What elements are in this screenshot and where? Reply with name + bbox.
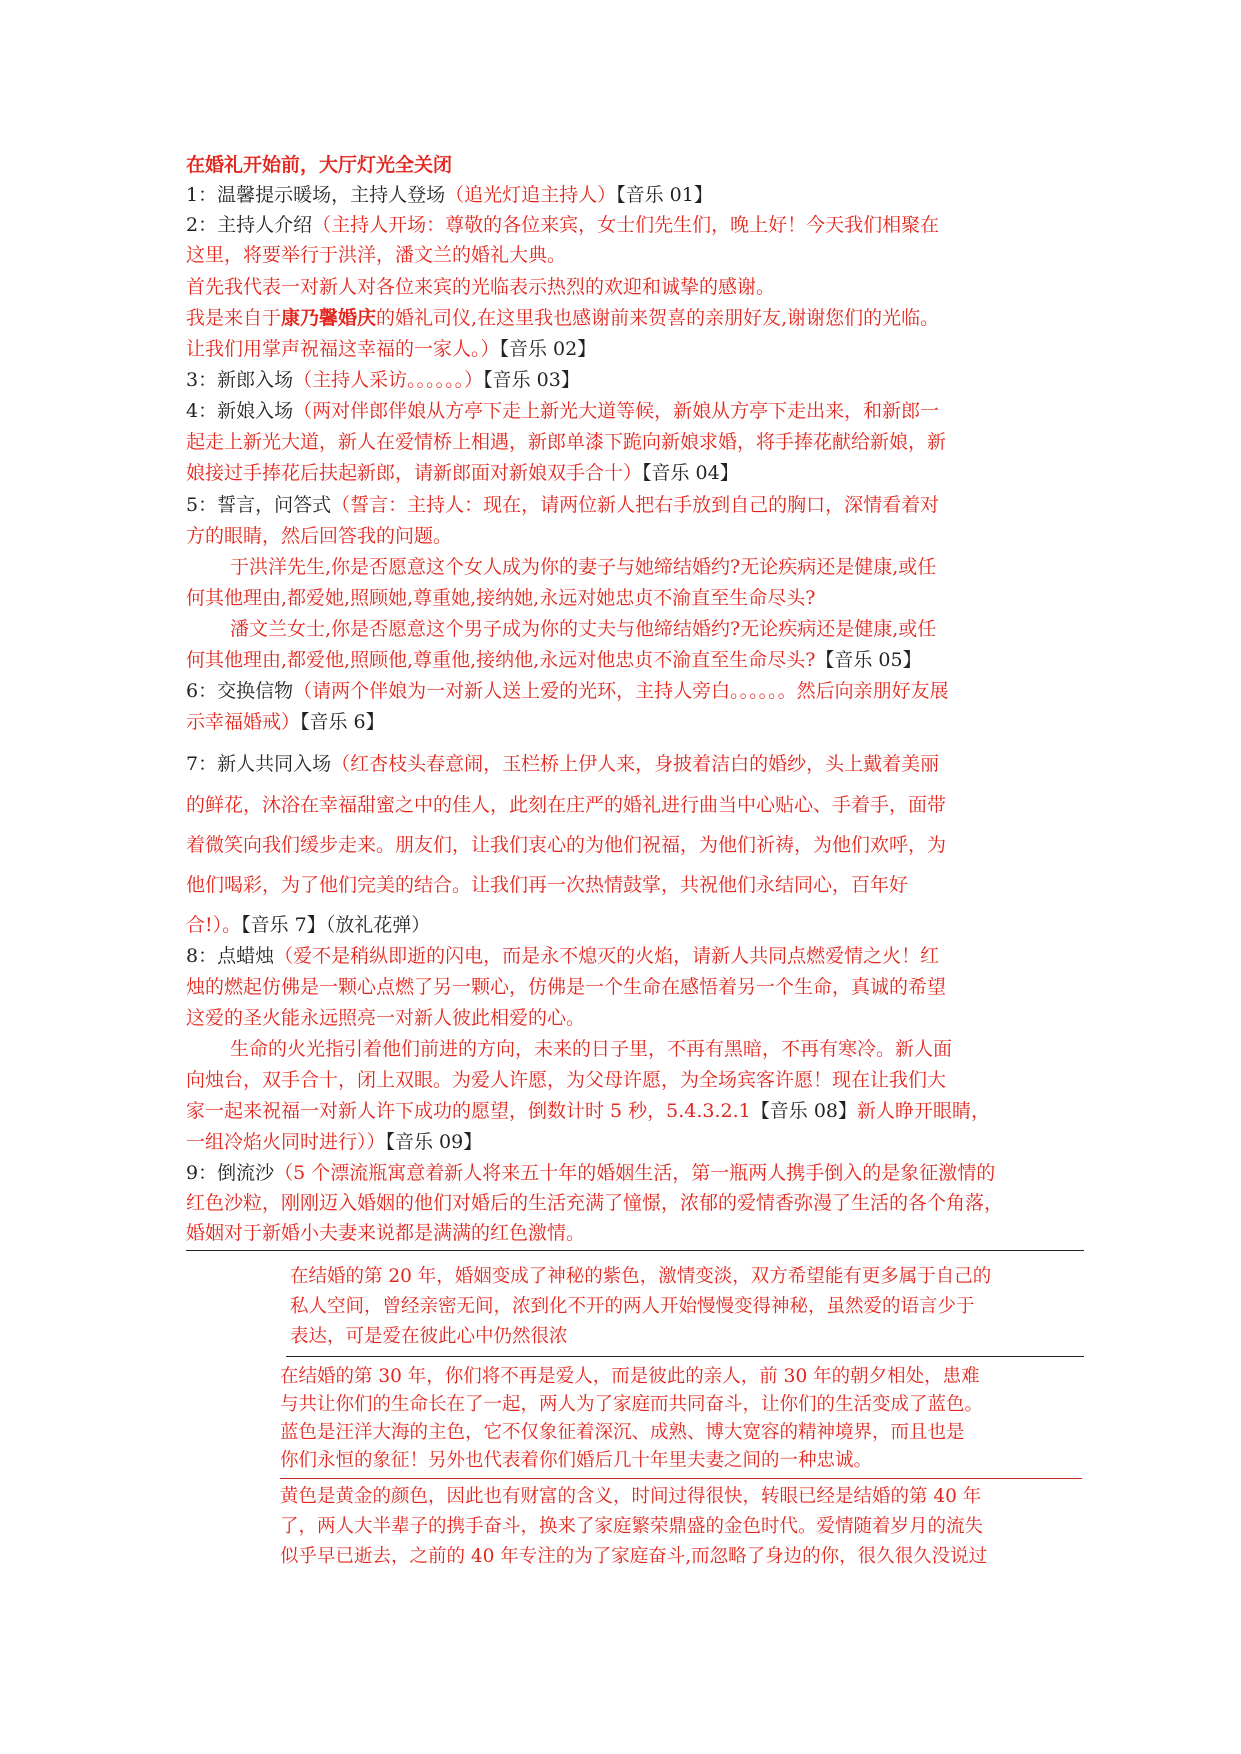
item-2-music: 【音乐 02】 <box>499 338 597 360</box>
heading: 在婚礼开始前，大厅灯光全关闭 <box>186 154 453 176</box>
item-6-label: 6：交换信物 <box>186 680 294 702</box>
item-2-line-4 <box>186 303 1066 333</box>
item-2-line-1 <box>186 210 1066 240</box>
vow-bride-line-2 <box>186 645 1066 675</box>
item-8-music: 【音乐 08】 <box>750 1100 857 1122</box>
item-4-line-1 <box>186 396 1066 426</box>
item-6-music: 【音乐 6】 <box>300 711 385 733</box>
item-9-line-1 <box>186 1158 1066 1188</box>
item-4-line-2: 起走上新光大道，新人在爱情桥上相遇，新郎单漆下跪向新娘求婚，将手捧花献给新娘，新 <box>186 431 947 453</box>
item-2-text: 我是来自于 <box>186 307 282 329</box>
vow-bride-line-1: 潘文兰女士,你是否愿意这个男子成为你的丈夫与他缔结婚约?无论疾病还是健康,或任 <box>230 618 937 640</box>
item-8-line-1 <box>186 941 1066 971</box>
item-3-label: 3：新郎入场 <box>186 369 294 391</box>
item-8-text: （爱不是稍纵即逝的闪电，而是永不熄灭的火焰，请新人共同点燃爱情之火！红 <box>274 945 940 967</box>
item-2-text: （主持人开场：尊敬的各位来宾，女士们先生们，晚上好！今天我们相聚在 <box>312 214 940 236</box>
item-7-music: 【音乐 7】（放礼花弹） <box>241 914 431 936</box>
item-5-music: 【音乐 05】 <box>815 649 922 671</box>
year-30-line-2: 与共让你们的生命长在了一起，两人为了家庭而共同奋斗，让你们的生活变成了蓝色。 <box>280 1394 984 1415</box>
year-20-line-2: 私人空间，曾经亲密无间，浓到化不开的两人开始慢慢变得神秘，虽然爱的语言少于 <box>290 1296 975 1317</box>
item-8-line-5: 向烛台，双手合十，闭上双眼。为爱人许愿，为父母许愿，为全场宾客许愿！现在让我们大 <box>186 1069 947 1091</box>
vow-groom-line-1: 于洪洋先生,你是否愿意这个女人成为你的妻子与她缔结婚约?无论疾病还是健康,或任 <box>230 556 937 578</box>
item-1-label: 1：温馨提示暖场，主持人登场 <box>186 184 446 206</box>
item-8-line-6 <box>186 1096 1066 1126</box>
year-30-line-3: 蓝色是汪洋大海的主色，它不仅象征着深沉、成熟、博大宽容的精神境界，而且也是 <box>280 1422 965 1443</box>
item-7-line-2: 的鲜花，沐浴在幸福甜蜜之中的佳人，此刻在庄严的婚礼进行曲当中心贴心、手着手，面带 <box>186 794 947 816</box>
item-7-text: 合!）。 <box>186 914 242 936</box>
item-7-line-4: 他们喝彩，为了他们完美的结合。让我们再一次热情鼓掌，共祝他们永结同心，百年好 <box>186 874 909 896</box>
item-3-note: （主持人采访。。。。。。） <box>293 369 484 391</box>
item-6-text: 示幸福婚戒） <box>186 711 301 733</box>
item-5-text: （誓言：主持人：现在，请两位新人把右手放到自己的胸口，深情看着对 <box>331 494 940 516</box>
item-6-line-2 <box>186 707 1066 737</box>
year-30-line-4: 你们永恒的象征！另外也代表着你们婚后几十年里夫妻之间的一种忠诚。 <box>280 1450 873 1471</box>
item-3-music: 【音乐 03】 <box>483 369 580 391</box>
item-1 <box>186 180 1066 210</box>
divider <box>280 1478 1082 1479</box>
item-2-label: 2：主持人介绍 <box>186 214 313 236</box>
year-20-line-1: 在结婚的第 20 年，婚姻变成了神秘的紫色，激情变淡，双方希望能有更多属于自己的 <box>290 1266 992 1287</box>
item-2-line-2: 这里，将要举行于洪洋，潘文兰的婚礼大典。 <box>186 244 567 266</box>
item-1-note: （追光灯追主持人） <box>445 184 617 206</box>
year-40-line-3: 似乎早已逝去，之前的 40 年专注的为了家庭奋斗,而忽略了身边的你，很久很久没说过 <box>280 1546 988 1567</box>
item-8-line-3: 这爱的圣火能永远照亮一对新人彼此相爱的心。 <box>186 1007 586 1029</box>
year-40-line-2: 了，两人大半辈子的携手奋斗，换来了家庭繁荣鼎盛的金色时代。爱情随着岁月的流失 <box>280 1516 984 1537</box>
item-8-label: 8：点蜡烛 <box>186 945 275 967</box>
year-20-line-3: 表达，可是爱在彼此心中仍然很浓 <box>290 1326 568 1347</box>
item-8-line-2: 烛的燃起仿佛是一颗心点燃了另一颗心，仿佛是一个生命在感悟着另一个生命，真诚的希望 <box>186 976 947 998</box>
item-7-line-5 <box>186 910 1066 940</box>
item-3 <box>186 365 1066 395</box>
brand-name: 康乃馨婚庆 <box>281 307 377 329</box>
item-6-line-1 <box>186 676 1066 706</box>
item-4-music: 【音乐 04】 <box>642 462 739 484</box>
item-5-line-1 <box>186 490 1066 520</box>
item-9-text: （5 个漂流瓶寓意着新人将来五十年的婚姻生活，第一瓶两人携手倒入的是象征激情的 <box>274 1162 996 1184</box>
item-9-line-2: 红色沙粒，刚刚迈入婚姻的他们对婚后的生活充满了憧憬，浓郁的爱情香弥漫了生活的各个角落， <box>186 1192 1004 1214</box>
divider <box>286 1356 1084 1357</box>
item-1-music: 【音乐 01】 <box>616 184 713 206</box>
item-2-text: 让我们用掌声祝福这幸福的一家人。） <box>186 338 500 360</box>
item-7-line-1 <box>186 749 1066 779</box>
item-2-line-5 <box>186 334 1066 364</box>
item-9-line-3: 婚姻对于新婚小夫妻来说都是满满的红色激情。 <box>186 1222 586 1244</box>
item-7-label: 7：新人共同入场 <box>186 753 332 775</box>
year-40-line-1: 黄色是黄金的颜色，因此也有财富的含义，时间过得很快，转眼已经是结婚的第 40 年 <box>280 1486 982 1507</box>
item-4-text: （两对伴郎伴娘从方亭下走上新光大道等候，新娘从方亭下走出来，和新郎一 <box>293 400 940 422</box>
item-4-label: 4：新娘入场 <box>186 400 294 422</box>
item-2-line-3: 首先我代表一对新人对各位来宾的光临表示热烈的欢迎和诚挚的感谢。 <box>186 276 776 298</box>
item-8-text: 新人睁开眼睛， <box>857 1100 991 1122</box>
item-4-text: 娘接过手捧花后扶起新郎，请新郎面对新娘双手合十） <box>186 462 643 484</box>
item-7-line-3: 着微笑向我们缓步走来。朋友们，让我们衷心的为他们祝福，为他们祈祷，为他们欢呼，为 <box>186 834 947 856</box>
divider <box>186 1250 1084 1251</box>
item-6-text: （请两个伴娘为一对新人送上爱的光环，主持人旁白。。。。。。然后向亲朋好友展 <box>293 680 949 702</box>
item-2-text: 的婚礼司仪,在这里我也感谢前来贺喜的亲朋好友,谢谢您们的光临。 <box>376 307 940 329</box>
item-7-text: （红杏枝头春意闹，玉栏桥上伊人来，身披着洁白的婚纱，头上戴着美丽 <box>331 753 940 775</box>
item-8-line-7 <box>186 1127 1066 1157</box>
item-5-line-2: 方的眼睛，然后回答我的问题。 <box>186 525 453 547</box>
item-8-text: 家一起来祝福一对新人许下成功的愿望，倒数计时 5 秒，5.4.3.2.1 <box>186 1100 751 1122</box>
item-4-line-3 <box>186 458 1066 488</box>
item-5-label: 5：誓言，问答式 <box>186 494 332 516</box>
item-5-text: 何其他理由,都爱他,照顾他,尊重他,接纳他,永远对他忠贞不渝直至生命尽头? <box>186 649 816 671</box>
item-8-text: 一组冷焰火同时进行）） <box>186 1131 386 1153</box>
item-9-label: 9：倒流沙 <box>186 1162 275 1184</box>
item-8-line-4: 生命的火光指引着他们前进的方向，未来的日子里，不再有黑暗，不再有寒冷。新人面 <box>230 1038 953 1060</box>
year-30-line-1: 在结婚的第 30 年，你们将不再是爱人，而是彼此的亲人，前 30 年的朝夕相处，患难 <box>280 1366 980 1387</box>
vow-groom-line-2: 何其他理由,都爱她,照顾她,尊重她,接纳她,永远对她忠贞不渝直至生命尽头? <box>186 587 816 609</box>
item-8-music: 【音乐 09】 <box>385 1131 483 1153</box>
